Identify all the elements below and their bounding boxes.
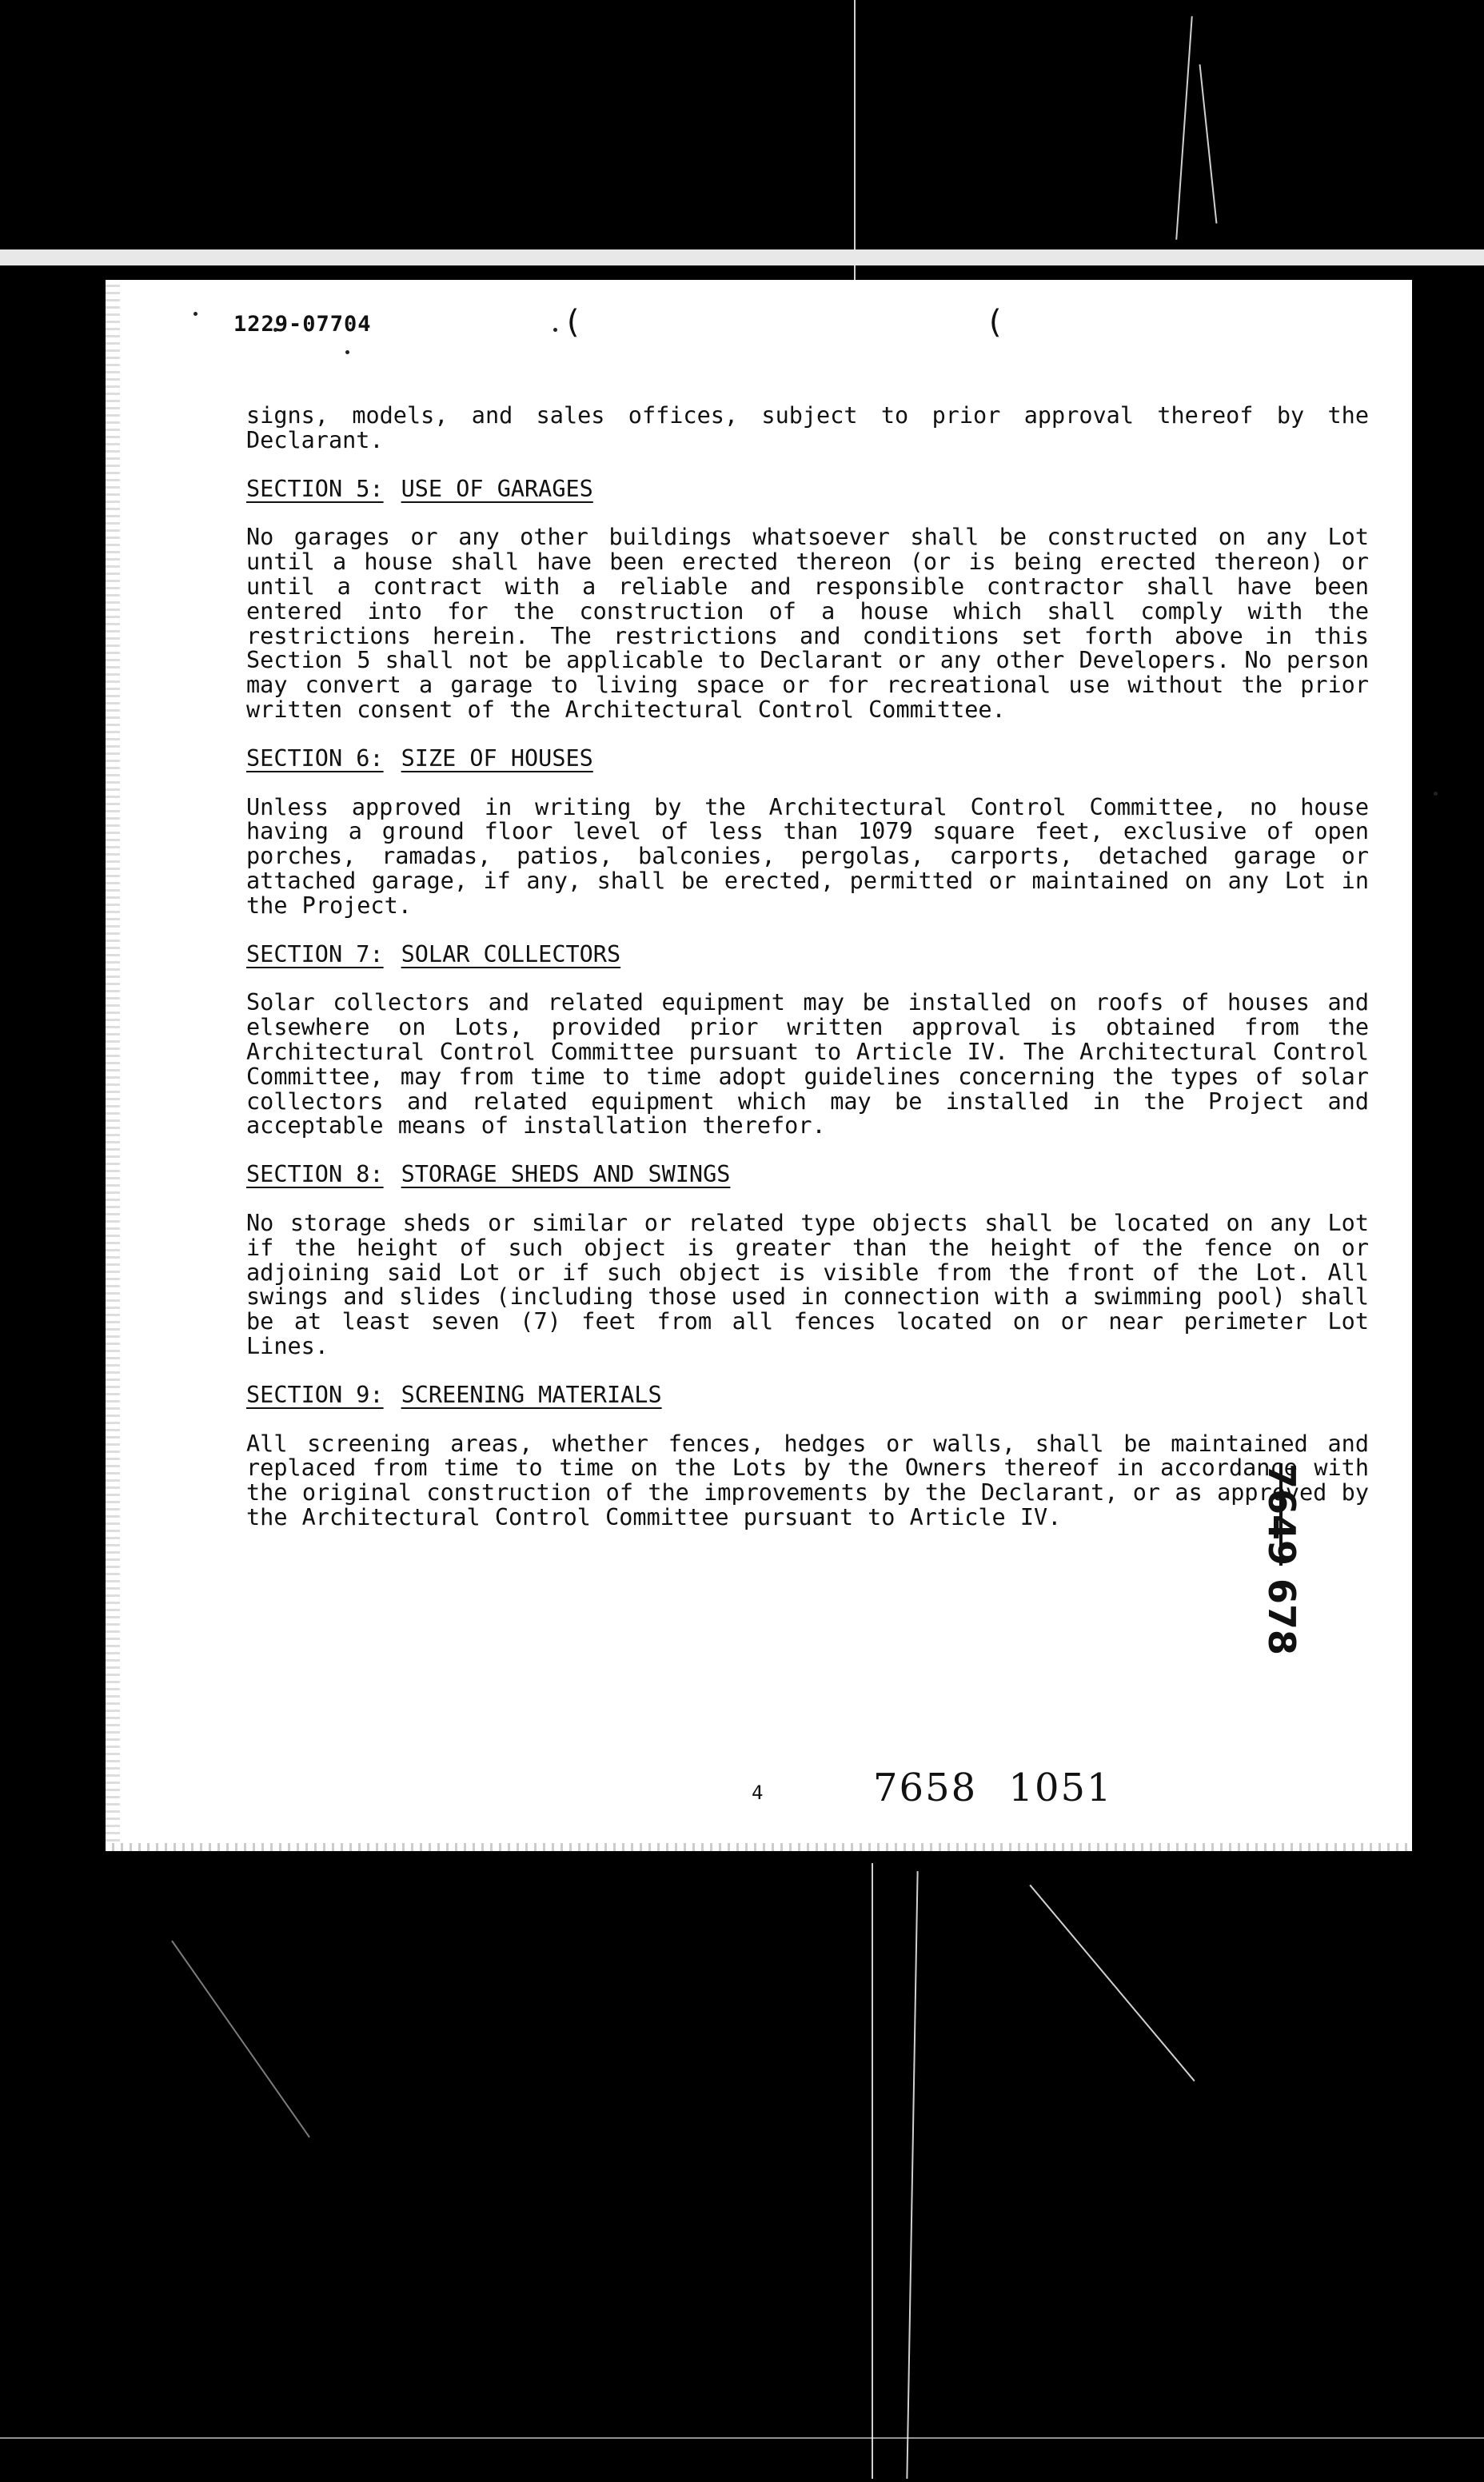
scan-streak [1199, 64, 1218, 223]
section-body: No storage sheds or similar or related type objects shall be located on any Lot if the height of such object is greater than the height of the fence on or adjoining said Lot or if such object is visible from the front of the Lot. All swings and slides (including those used in connection with a swimming pool) shall be at least seven (7) feet from all fences located on or near perimeter Lot Lines. [246, 1209, 1369, 1359]
struck-number: 7649 [1260, 1463, 1303, 1566]
scan-streak [854, 0, 856, 280]
section-heading [246, 477, 1369, 502]
document-page [106, 280, 1412, 1851]
document-number: 1229-07704 [233, 312, 372, 337]
annotation-number: 678 [1260, 1578, 1303, 1656]
page-number: 4 [752, 1782, 764, 1804]
section-title: USE OF GARAGES [401, 475, 593, 502]
section-title: STORAGE SHEDS AND SWINGS [401, 1161, 731, 1188]
parenthesis-mark: ( [563, 304, 583, 341]
section-heading [246, 940, 1369, 968]
section-number: SECTION 7: [246, 940, 384, 968]
margin-annotation [1260, 1463, 1303, 1655]
parenthesis-mark: ( [985, 304, 1005, 341]
section-number: SECTION 6: [246, 744, 384, 772]
scan-streak [171, 1941, 310, 2138]
page-edge [106, 280, 120, 1851]
section-body: Solar collectors and related equipment may be installed on roofs of houses and elsewhere on Lots, provided prior written approval is obtained from the Architectural Control Committee pursuant to Article IV. The Architectural Control Committee, may from time to time adopt guidelines concerning the types of solar collectors and related equipment which may be installed in the Project and acceptable means of installation therefor. [246, 989, 1369, 1139]
scan-streak [0, 2437, 1484, 2439]
section-body: Unless approved in writing by the Architectural Control Committee, no house having a ground floor level of less than 1079 square feet, exclusive of open porches, ramadas, patios, balconies, pergolas, carports, detached garage or attached garage, if any, shall be erected, permitted or maintained on any Lot in the Project. [246, 793, 1369, 919]
section-heading [246, 744, 1369, 772]
speck [1434, 792, 1438, 796]
speck [553, 328, 557, 332]
speck [345, 350, 349, 354]
scan-streak [1029, 1885, 1195, 2081]
scan-streak [906, 1871, 918, 2479]
section-number: SECTION 9: [246, 1381, 384, 1408]
section-title: SCREENING MATERIALS [401, 1381, 662, 1408]
section-number: SECTION 5: [246, 475, 384, 502]
speck [193, 312, 197, 316]
section-title: SOLAR COLLECTORS [401, 940, 621, 968]
intro-paragraph: signs, models, and sales offices, subject to prior approval thereof by the Declarant. [246, 402, 1369, 453]
section-heading [246, 1383, 1369, 1408]
section-body: No garages or any other buildings whatsoever shall be constructed on any Lot until a house shall have been erected thereon (or is being erected thereon) or until a contract with a reliable and responsible contractor shall have been entered into for the construction of a house which shall comply with the restrictions herein. The restrictions and conditions set forth above in this Section 5 shall not be applicable to Declarant or any other Developers. No person may convert a garage to living space or for recreational use without the prior written consent of the Architectural Control Committee. [246, 524, 1369, 723]
section-heading [246, 1163, 1369, 1187]
recording-number: 7658 1051 [873, 1766, 1113, 1810]
section-title: SIZE OF HOUSES [401, 744, 593, 772]
scan-streak [1175, 16, 1193, 239]
page-edge [106, 1843, 1412, 1851]
scan-band [0, 249, 1484, 265]
section-body: All screening areas, whether fences, hedges or walls, shall be maintained and replaced from time to time on the Lots by the Owners thereof in accordance with the original construction of the improvements by the Declarant, or as approved by the Architectural Control Committee pursuant to Article IV. [246, 1430, 1369, 1530]
document-body [246, 404, 1369, 1530]
section-number: SECTION 8: [246, 1161, 384, 1188]
scan-streak [872, 1863, 873, 2479]
